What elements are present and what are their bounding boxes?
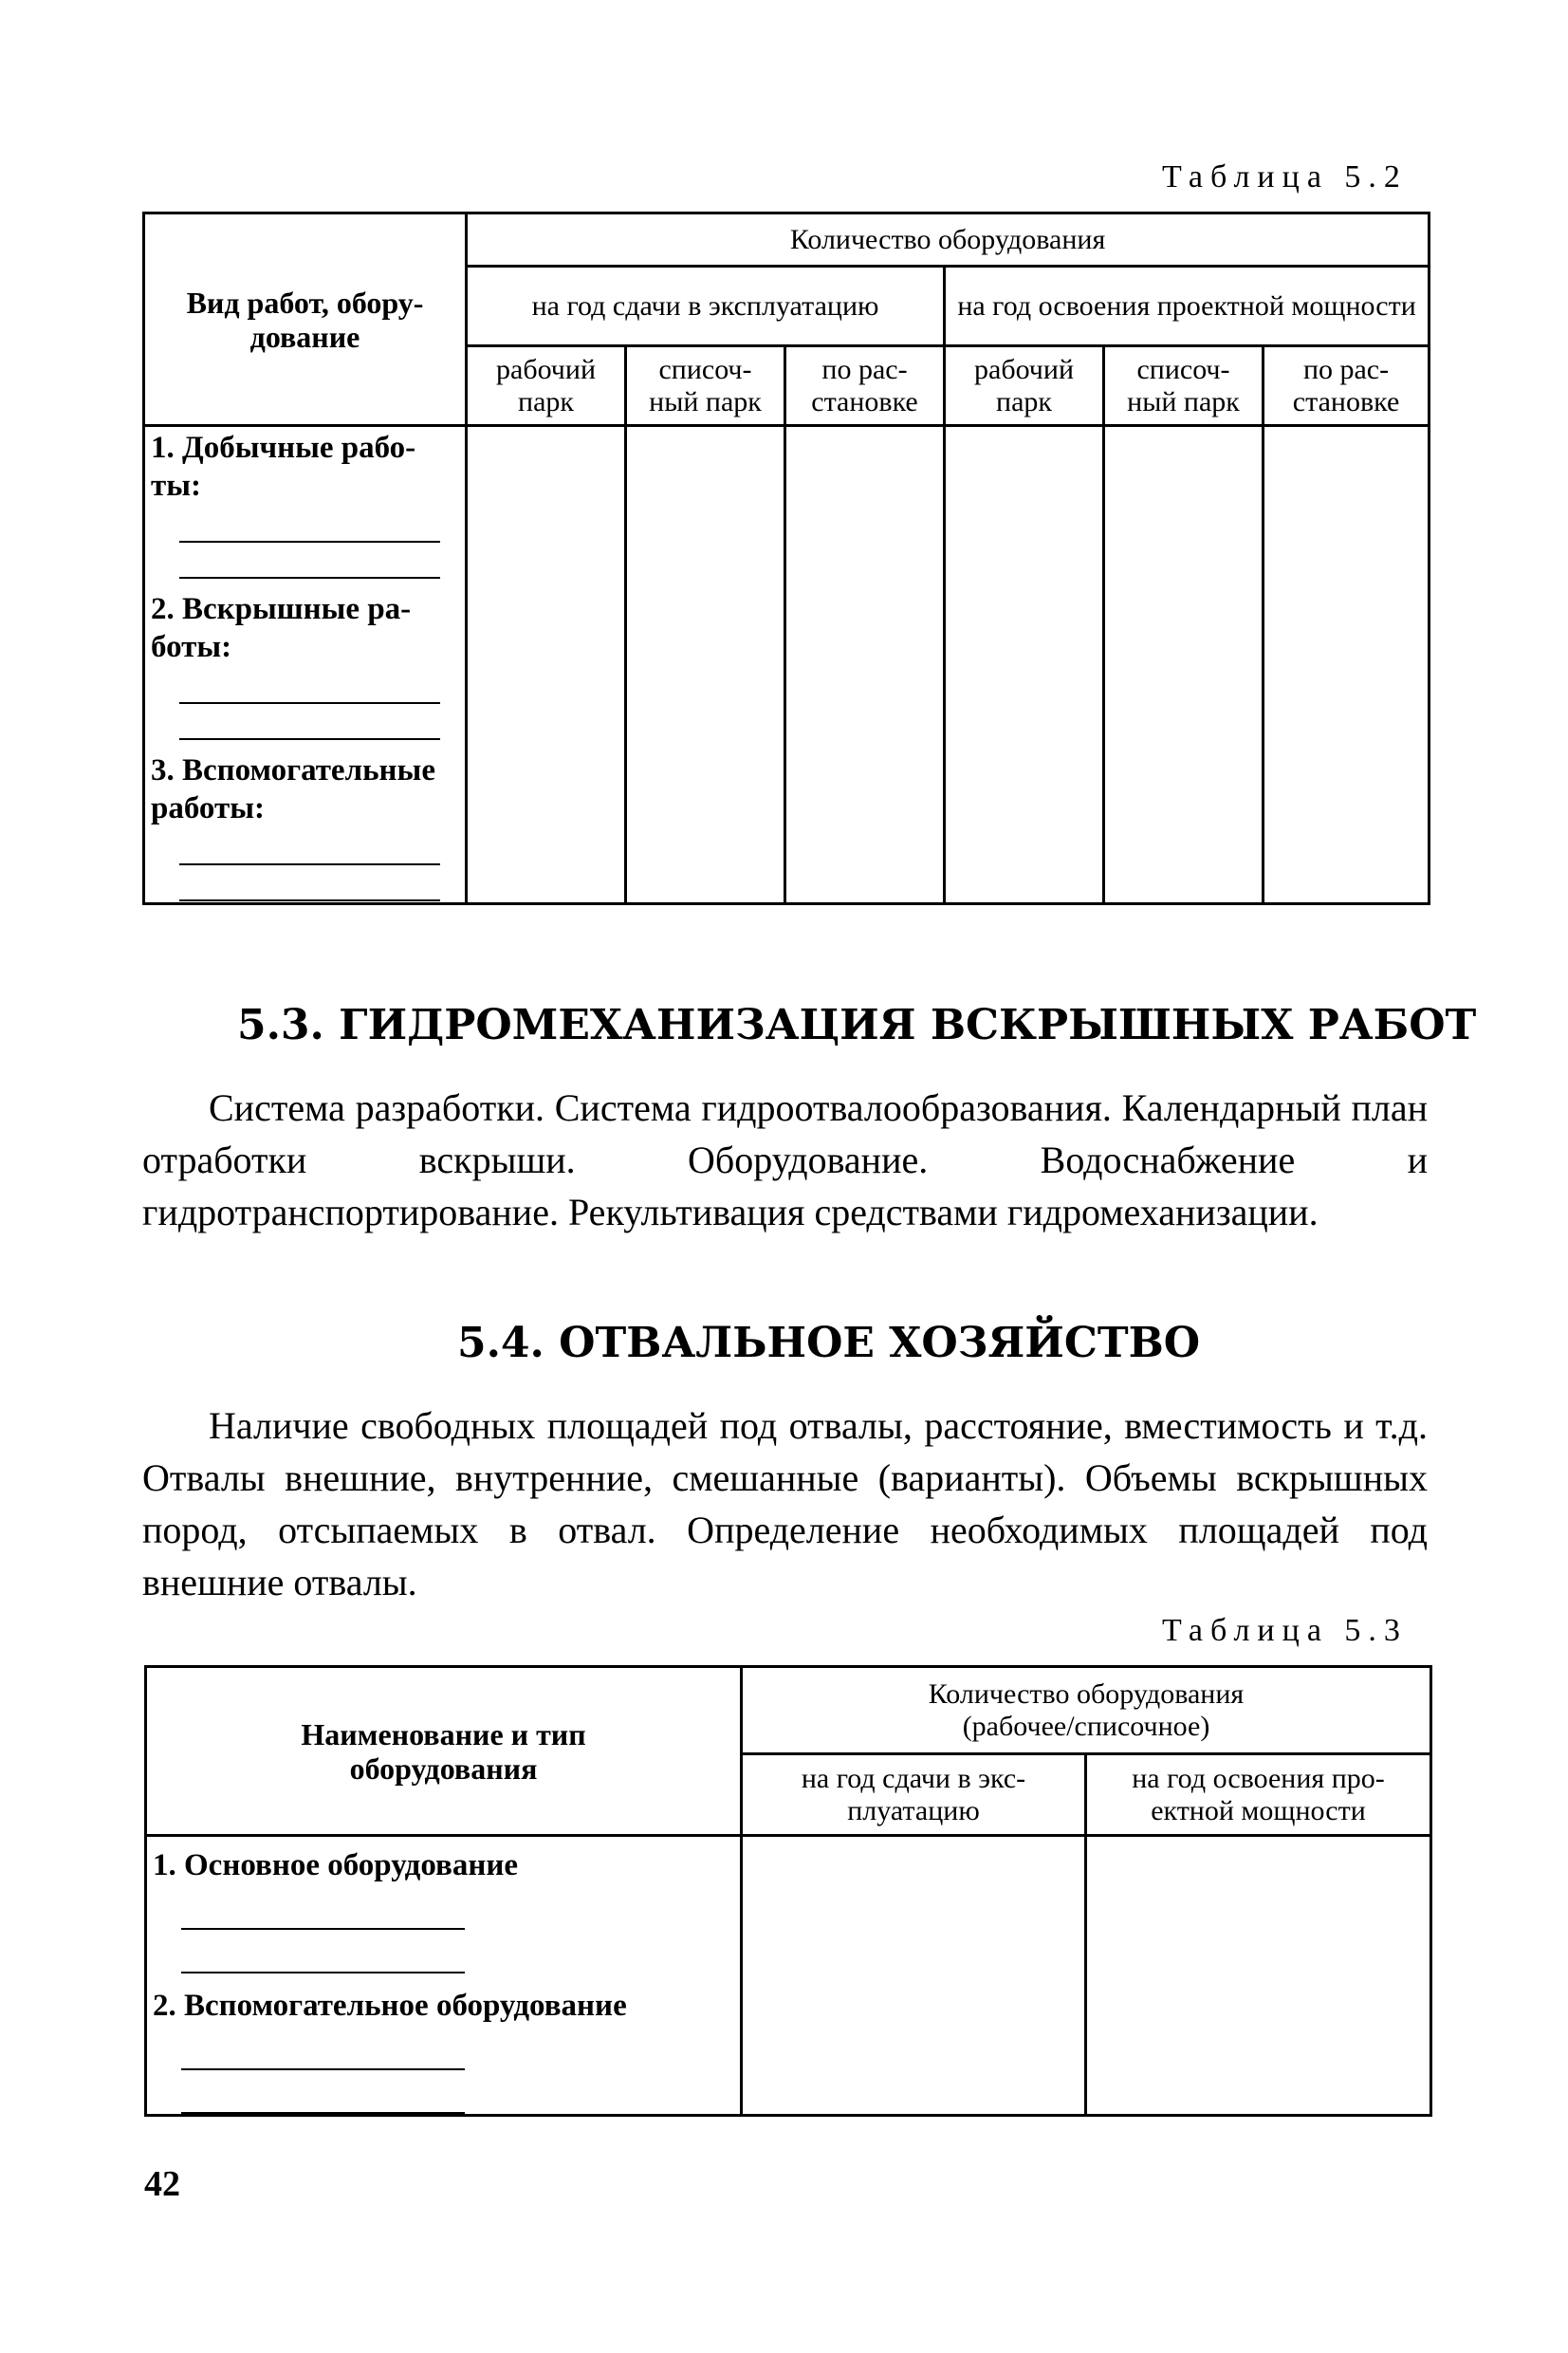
table-5-2-work-type-header: Вид работ, обору- дование [144,213,467,426]
blank-line [179,668,440,704]
blank-line [181,2070,465,2114]
table-5-3-name-header: Наименование и тип оборудования [146,1667,742,1836]
table-cell [1264,426,1430,904]
list-item: 1. Добычные рабо- ты: [151,431,416,503]
blank-line [179,829,440,865]
section-5-3-paragraph: Система разработки. Система гидроотвалообразования. Календарный план отработки вскрыши. Оборудование. Водоснабжение и гидротранспортирование. Рекультивация средствами гидромеханизации. [142,1086,1428,1233]
table-5-2-design-header: на год освоения проектной мощности [945,267,1430,346]
blank-line [179,865,440,901]
table-5-2-commission-header: на год сдачи в эксплуатацию [467,267,945,346]
blank-line [181,2027,465,2070]
blank-line [179,507,440,543]
list-item: 3. Вспомогательные работы: [151,753,435,825]
list-item: 2. Вскрышные ра- боты: [151,592,412,664]
blank-line [179,543,440,579]
page-number: 42 [144,2164,180,2204]
table-5-2-subcol: рабочий парк [945,346,1104,426]
table-5-3-row-labels [146,1836,742,2116]
table-cell [1104,426,1264,904]
blank-line [181,1886,465,1930]
list-item: 1. Основное оборудование [153,1848,519,1882]
table-5-3-subcol: на год сдачи в экс- плуатацию [742,1754,1086,1836]
table-cell [1086,1836,1431,2116]
blank-line [181,1930,465,1973]
table-cell [785,426,945,904]
section-5-4-paragraph: Наличие свободных площадей под отвалы, расстояние, вместимость и т.д. Отвалы внешние, внутренние, смешанные (варианты). Объемы вскрышных пород, отсыпаемых в отвал. Определение необходимых площадей под внешние отвалы. [142,1404,1428,1603]
table-cell [626,426,785,904]
table-5-2-group-header: Количество оборудования [467,213,1430,267]
table-5-2-subcol: списоч- ный парк [626,346,785,426]
table-5-2-subcol: списоч- ный парк [1104,346,1264,426]
table-5-2-subcol: рабочий парк [467,346,626,426]
section-5-3-heading: 5.3. ГИДРОМЕХАНИЗАЦИЯ ВСКРЫШНЫХ РАБОТ [237,1001,1477,1049]
list-item: 2. Вспомогательное оборудование [153,1989,627,2023]
table-cell [945,426,1104,904]
table-5-3-group-header: Количество оборудования (рабочее/списочное) [742,1667,1431,1754]
table-5-2-subcol: по рас- становке [1264,346,1430,426]
table-cell [742,1836,1086,2116]
table-5-2-subcol: по рас- становке [785,346,945,426]
table-5-3-subcol: на год освоения про- ектной мощности [1086,1754,1431,1836]
blank-line [179,704,440,740]
table-5-2 [142,212,1430,905]
section-5-4-heading: 5.4. ОТВАЛЬНОЕ ХОЗЯЙСТВО [457,1319,1201,1367]
table-5-3 [144,1665,1432,2117]
table-5-3-caption: Таблица 5.3 [1162,1613,1408,1648]
table-cell [467,426,626,904]
table-5-2-row-labels [144,426,467,904]
table-5-2-caption: Таблица 5.2 [1162,159,1408,195]
